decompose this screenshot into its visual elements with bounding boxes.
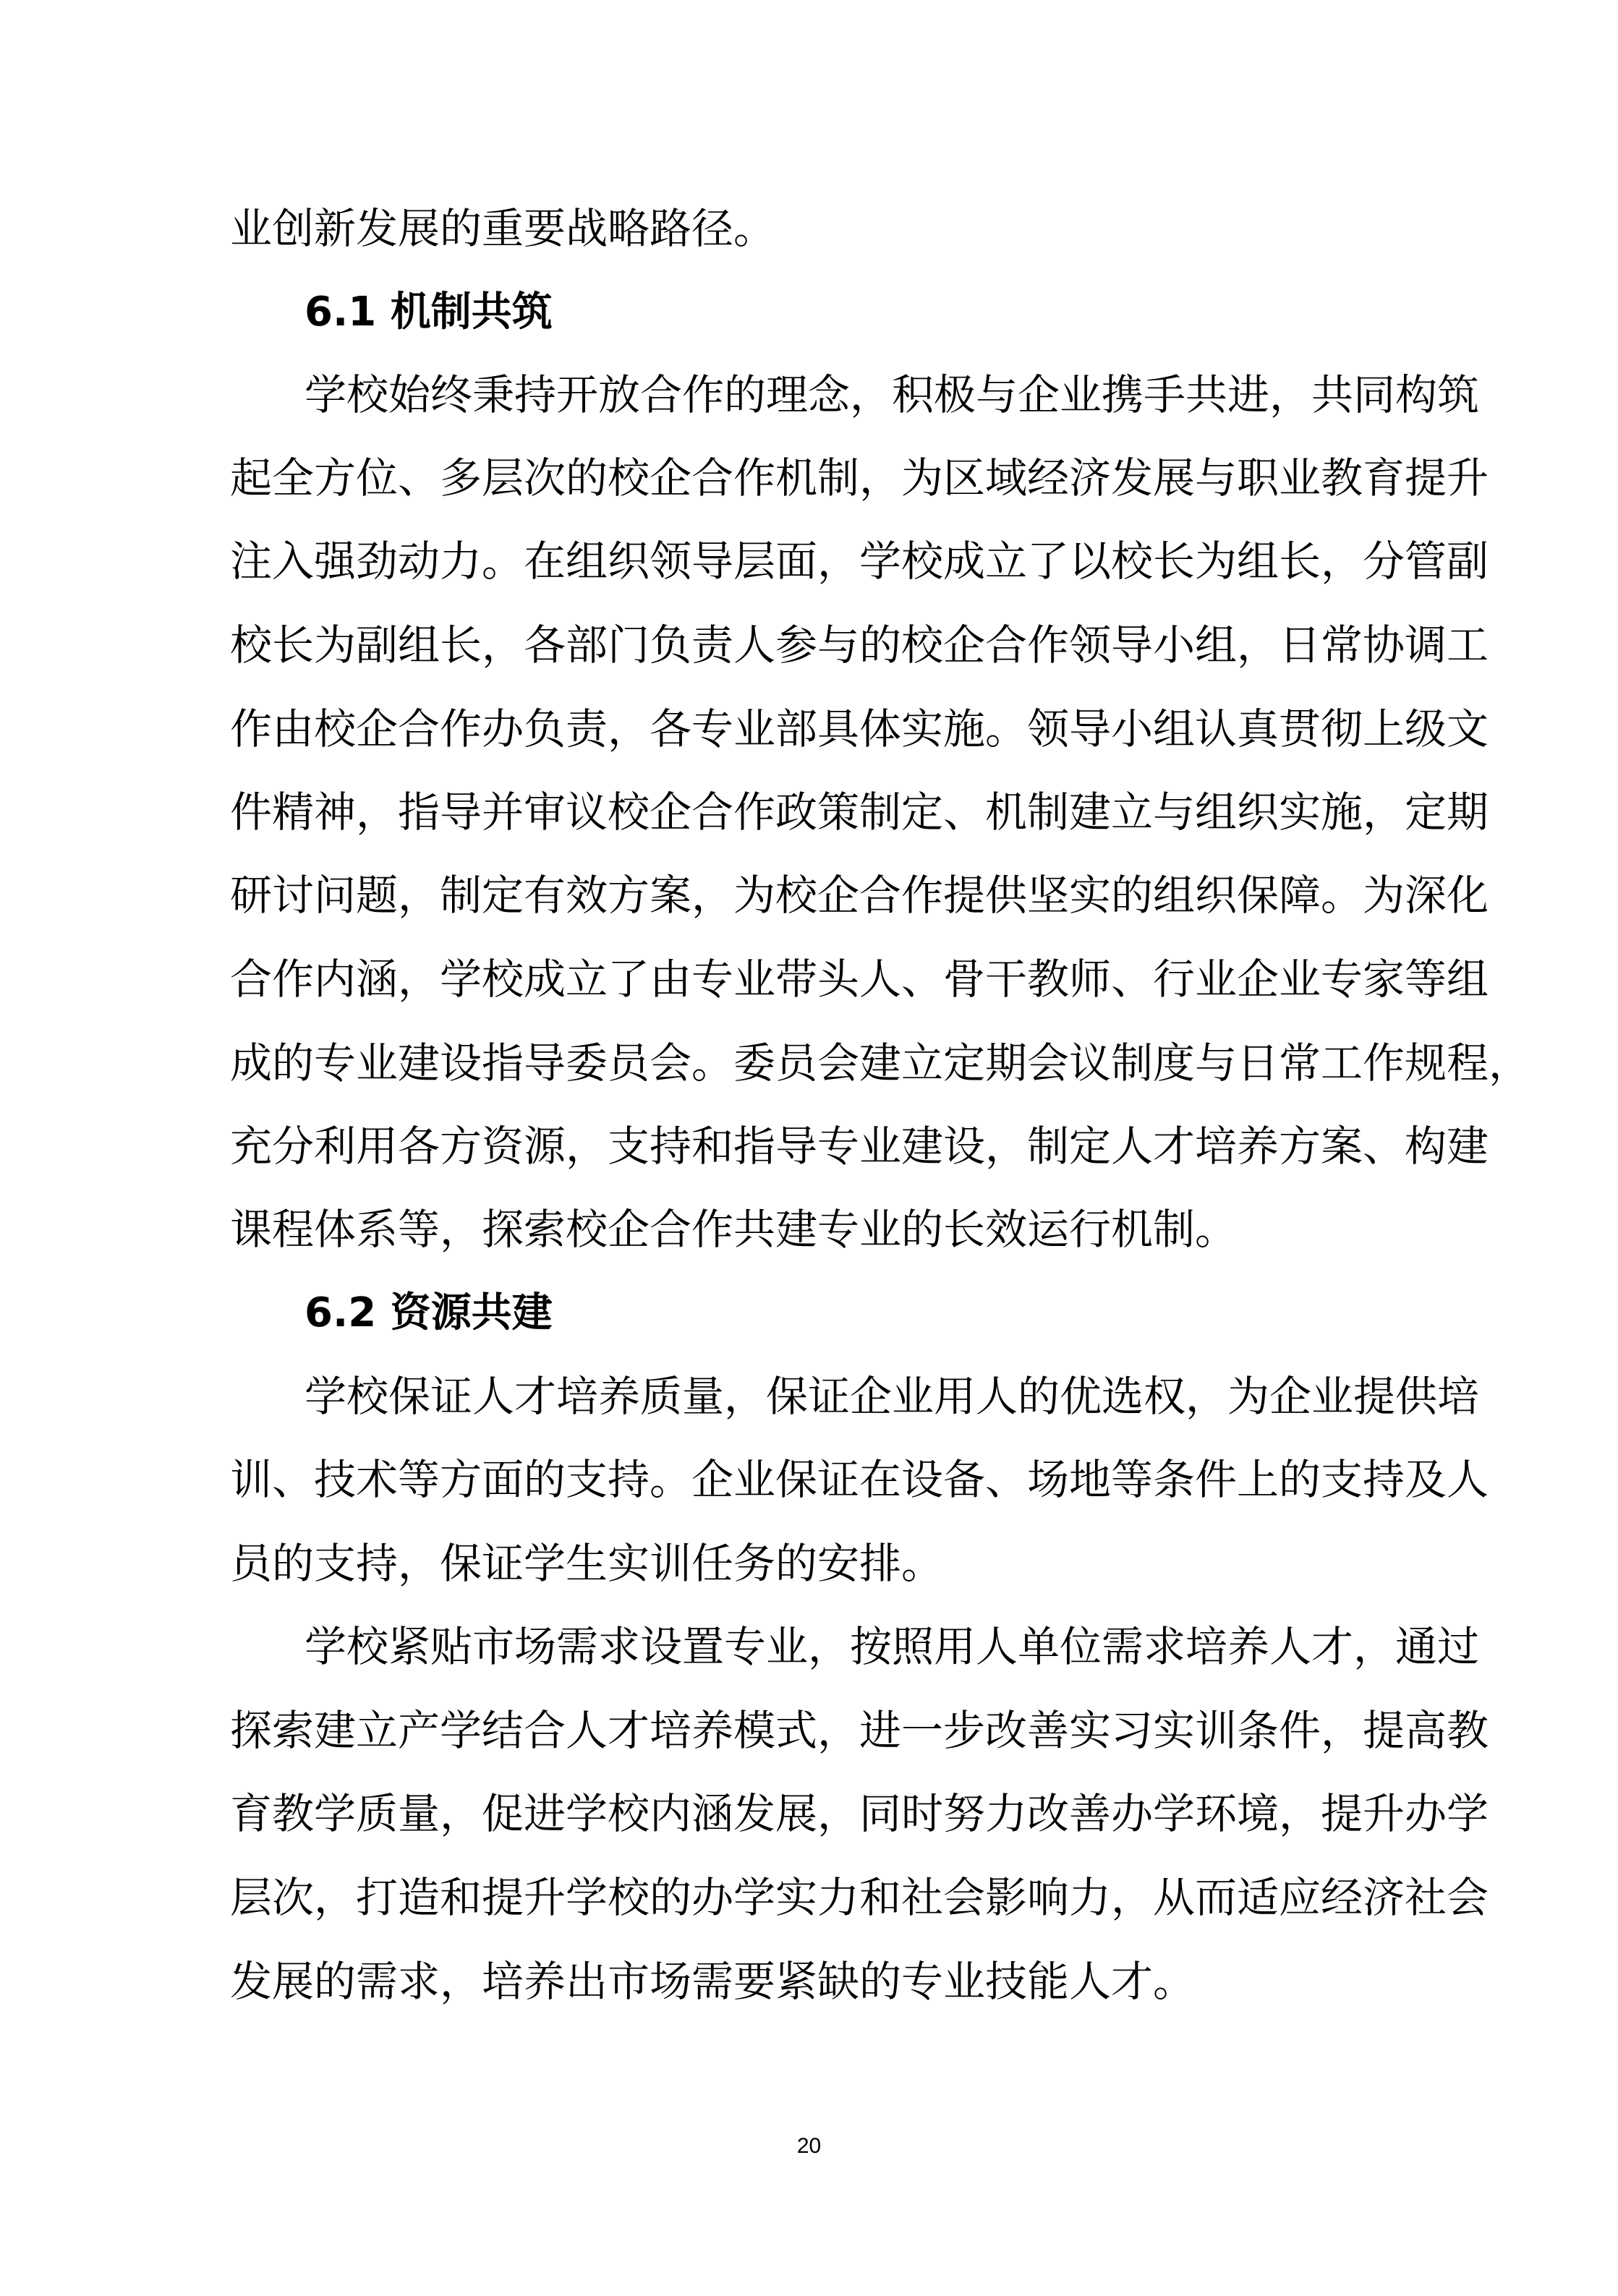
paragraph-line: 成的专业建设指导委员会。委员会建立定期会议制度与日常工作规程， bbox=[230, 1038, 1531, 1088]
section-heading-6-1: 6.1 机制共筑 bbox=[305, 289, 553, 336]
intro-tail-line: 业创新发展的重要战略路径。 bbox=[230, 204, 776, 253]
paragraph-line: 层次，打造和提升学校的办学实力和社会影响力，从而适应经济社会 bbox=[230, 1873, 1489, 1922]
paragraph-line: 研讨问题，制定有效方案，为校企合作提供坚实的组织保障。为深化 bbox=[230, 871, 1489, 920]
paragraph-line: 注入强劲动力。在组织领导层面，学校成立了以校长为组长，分管副 bbox=[230, 537, 1489, 586]
paragraph-line: 学校紧贴市场需求设置专业，按照用人单位需求培养人才，通过 bbox=[305, 1622, 1480, 1671]
paragraph-line: 作由校企合作办负责，各专业部具体实施。领导小组认真贯彻上级文 bbox=[230, 704, 1489, 754]
paragraph-line: 学校保证人才培养质量，保证企业用人的优选权，为企业提供培 bbox=[305, 1372, 1480, 1421]
paragraph-line: 训、技术等方面的支持。企业保证在设备、场地等条件上的支持及人 bbox=[230, 1455, 1489, 1504]
paragraph-line: 发展的需求，培养出市场需要紧缺的专业技能人才。 bbox=[230, 1957, 1196, 2006]
paragraph-line: 起全方位、多层次的校企合作机制，为区域经济发展与职业教育提升 bbox=[230, 453, 1489, 503]
paragraph-line: 校长为副组长，各部门负责人参与的校企合作领导小组，日常协调工 bbox=[230, 620, 1489, 670]
paragraph-line: 探索建立产学结合人才培养模式，进一步改善实习实训条件，提高教 bbox=[230, 1706, 1489, 1755]
paragraph-line: 学校始终秉持开放合作的理念，积极与企业携手共进，共同构筑 bbox=[305, 370, 1480, 419]
paragraph-line: 员的支持，保证学生实训任务的安排。 bbox=[230, 1539, 944, 1588]
page-number: 20 bbox=[796, 2134, 822, 2158]
paragraph-line: 合作内涵，学校成立了由专业带头人、骨干教师、行业企业专家等组 bbox=[230, 955, 1489, 1004]
paragraph-line: 充分利用各方资源，支持和指导专业建设，制定人才培养方案、构建 bbox=[230, 1122, 1489, 1171]
paragraph-line: 件精神，指导并审议校企合作政策制定、机制建立与组织实施，定期 bbox=[230, 788, 1489, 837]
paragraph-line: 课程体系等，探索校企合作共建专业的长效运行机制。 bbox=[230, 1205, 1238, 1254]
section-heading-6-2: 6.2 资源共建 bbox=[305, 1289, 553, 1336]
paragraph-line: 育教学质量，促进学校内涵发展，同时努力改善办学环境，提升办学 bbox=[230, 1789, 1489, 1838]
